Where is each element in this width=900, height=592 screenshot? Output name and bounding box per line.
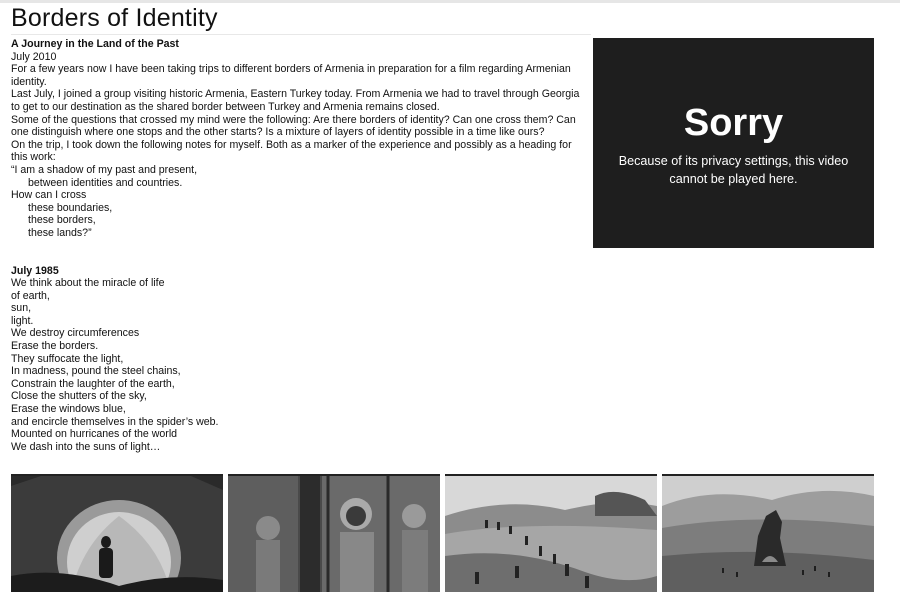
video-error-message: Because of its privacy settings, this video cannot be played here.: [618, 154, 849, 186]
poem-line: Erase the windows blue,: [11, 403, 126, 416]
poem-line: Erase the borders.: [11, 340, 99, 353]
poem-line: We destroy circumferences: [11, 327, 140, 340]
page-title: Borders of Identity: [11, 4, 218, 32]
poem-line: Constrain the laughter of the earth,: [11, 377, 175, 390]
poem-line: We think about the miracle of life: [11, 277, 165, 290]
paragraph: On the trip, I took down the following notes for myself. Both as a marker of the experience and possibly as a heading for this work:: [11, 138, 572, 164]
top-border: [0, 0, 900, 3]
section-heading: July 1985: [11, 264, 59, 277]
poem-line: between identities and countries.: [28, 176, 183, 189]
poem-line: these boundaries,: [28, 201, 113, 214]
poem-line: Mounted on hurricanes of the world: [11, 428, 178, 441]
poem-line: and encircle themselves in the spider’s web.: [11, 415, 219, 428]
photo-hillside-group[interactable]: [445, 474, 657, 592]
poem-line: these lands?”: [28, 226, 92, 239]
photo-shadow-arch[interactable]: [11, 474, 223, 592]
title-divider: [11, 34, 591, 35]
poem-line: sun,: [11, 302, 32, 315]
poem-line: They suffocate the light,: [11, 352, 124, 365]
photo-rock-ruin[interactable]: [662, 474, 874, 592]
poem-line: of earth,: [11, 289, 50, 302]
poem-line: We dash into the suns of light…: [11, 440, 161, 453]
paragraph: For a few years now I have been taking trips to different borders of Armenia in preparation for a film regarding Armenian identity.: [11, 63, 571, 88]
section-spacer: [11, 240, 583, 265]
video-error-title: Sorry: [683, 102, 784, 144]
article-text: [11, 38, 583, 453]
poem-line: How can I cross: [11, 189, 87, 202]
paragraph: Last July, I joined a group visiting historic Armenia, Eastern Turkey today. From Armenia we had to travel through Georgia to get to our destination as the shared border between Turkey and Armenia remains closed.: [11, 88, 580, 113]
photo-gallery: [11, 474, 875, 592]
paragraph: Some of the questions that crossed my mind were the following: Are there borders of identity? Can one cross them? Can one distinguish where one stops and the other starts? Is a mixture of layers of identity possible in a time like ours?: [11, 113, 576, 139]
poem-line: light.: [11, 314, 34, 327]
poem-line: these borders,: [28, 214, 96, 227]
video-player[interactable]: [593, 38, 874, 248]
section-date: July 2010: [11, 50, 57, 63]
section-heading: A Journey in the Land of the Past: [11, 38, 179, 50]
poem-line: Close the shutters of the sky,: [11, 390, 147, 403]
poem-line: In madness, pound the steel chains,: [11, 365, 181, 378]
photo-fresco-saints[interactable]: [228, 474, 440, 592]
poem-line: “I am a shadow of my past and present,: [11, 163, 198, 176]
